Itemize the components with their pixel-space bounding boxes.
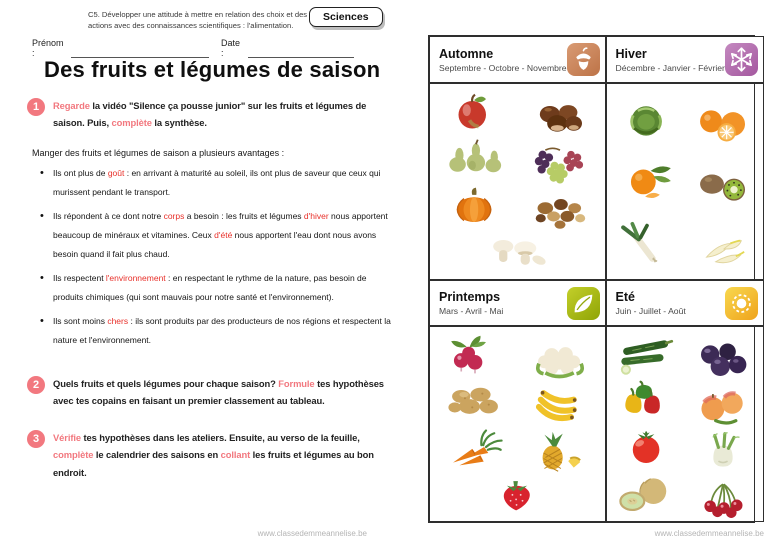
- grapes-image: [525, 141, 595, 185]
- date-label: Date :: [221, 38, 241, 58]
- task-3-text: [53, 429, 389, 481]
- text-run: la vidéo "Silence ça pousse junior" sur les fruits et légumes de saison. Puis,: [53, 100, 367, 129]
- plums-image: [688, 338, 758, 382]
- task-1: [27, 97, 389, 132]
- strawberry-image: [482, 471, 552, 515]
- text-run: collant: [220, 449, 251, 461]
- zucchini-image: [612, 333, 682, 377]
- mushrooms-image: [482, 229, 552, 273]
- text-run: les fruits et légumes au bon endroit.: [53, 449, 374, 478]
- produce-grid-eté: [606, 326, 764, 522]
- snowflake-icon: [725, 43, 758, 76]
- tomato-image: [612, 425, 682, 469]
- advantage-bullet: [40, 312, 394, 350]
- chestnuts-image: [525, 95, 595, 139]
- text-run: la synthèse.: [151, 117, 207, 129]
- text-run: nous apportent l'eau dont nous avons besoin quand il fait plus chaud.: [53, 230, 377, 259]
- bell-peppers-image: [612, 379, 682, 423]
- text-run: a besoin : les fruits et légumes: [184, 211, 304, 221]
- text-run: goût: [107, 168, 125, 178]
- advantages-intro: Manger des fruits et légumes de saison a plusieurs avantages :: [32, 148, 285, 158]
- season-months: Juin - Juillet - Août: [615, 306, 686, 316]
- text-run: complète: [53, 449, 94, 461]
- season-header-printemps: [429, 280, 606, 326]
- text-run: nous apportent beaucoup de minéraux et vitamines. Ceux: [53, 211, 388, 240]
- radishes-image: [440, 333, 510, 377]
- text-run: Formule: [278, 378, 315, 389]
- text-run: Regarde: [53, 100, 90, 111]
- nuts-image: [525, 188, 595, 232]
- advantages-list: [40, 164, 394, 355]
- cabbage-image: [612, 98, 682, 142]
- cauliflower-image: [525, 338, 595, 382]
- apple-image: [440, 90, 510, 134]
- task-2: [27, 375, 389, 410]
- text-run: corps: [163, 211, 185, 221]
- produce-grid-printemps: [429, 326, 606, 522]
- acorn-icon: [567, 43, 600, 76]
- potatoes-image: [440, 379, 510, 423]
- name-date-row: [32, 38, 354, 58]
- text-run: Ils répondent à ce dont notre: [53, 211, 164, 221]
- melon-image: [612, 471, 682, 515]
- text-run: d'hiver: [303, 211, 329, 221]
- endive-image: [688, 226, 758, 270]
- task-3: [27, 429, 389, 481]
- advantage-bullet: [40, 164, 394, 202]
- text-run: : en arrivant à maturité au soleil, ils ont plus de saveur que ceux qui murissent pendant le transport.: [53, 168, 381, 197]
- pears-image: [440, 136, 510, 180]
- text-run: d'été: [214, 230, 233, 240]
- bananas-image: [525, 384, 595, 428]
- advantage-bullet: [40, 269, 394, 307]
- text-run: chers: [107, 316, 129, 326]
- seasons-table: [428, 35, 755, 523]
- text-run: l'environnement: [105, 273, 166, 283]
- task-2-number: 2: [27, 376, 45, 394]
- sun-icon: [725, 287, 758, 320]
- text-run: : ils sont produits par des producteurs de nos régions et respectent la nature et l'environnement.: [53, 316, 391, 345]
- text-run: Ils respectent: [53, 273, 106, 283]
- season-header-eté: [606, 280, 764, 326]
- season-name: Printemps: [439, 290, 501, 304]
- footer-url-left: www.classedemmeannelise.be: [257, 529, 367, 538]
- season-name: Eté: [615, 290, 635, 304]
- text-run: complète: [111, 117, 152, 129]
- text-run: : en respectant le rythme de la nature, pas besoin de produits chimiques (qui sont mauvais pour notre santé et l'environnement).: [53, 273, 367, 302]
- footer-url-right: www.classedemmeannelise.be: [654, 529, 764, 538]
- cherries-image: [688, 476, 758, 520]
- season-name: Hiver: [615, 46, 647, 61]
- text-run: le calendrier des saisons en: [93, 449, 221, 461]
- produce-grid-hiver: [606, 83, 764, 280]
- pineapple-image: [525, 430, 595, 474]
- task-1-text: [53, 97, 389, 132]
- season-months: Mars - Avril - Mai: [439, 306, 504, 316]
- page-title: Des fruits et légumes de saison: [44, 57, 381, 82]
- season-months: Décembre - Janvier - Février: [615, 62, 725, 73]
- name-label: Prénom :: [32, 38, 64, 58]
- season-header-automne: [429, 36, 606, 83]
- carrots-image: [440, 425, 510, 469]
- text-run: tes hypothèses dans les ateliers. Ensuite, au verso de la feuille,: [80, 432, 360, 443]
- task-3-number: 3: [27, 430, 45, 448]
- peaches-image: [688, 384, 758, 428]
- season-months: Septembre - Octobre - Novembre: [439, 62, 567, 73]
- oranges-image: [688, 103, 758, 147]
- text-run: Ils ont plus de: [53, 168, 108, 178]
- fennel-image: [688, 430, 758, 474]
- season-name: Automne: [439, 46, 494, 61]
- produce-grid-automne: [429, 83, 606, 280]
- text-run: tes hypothèses avec tes copains en faisant un premier classement au tableau.: [53, 378, 384, 407]
- season-header-hiver: [606, 36, 764, 83]
- leek-image: [612, 221, 682, 265]
- advantage-bullet: [40, 207, 394, 264]
- kiwi-image: [688, 164, 758, 208]
- text-run: Ils sont moins: [53, 316, 108, 326]
- clementine-image: [612, 159, 682, 203]
- subject-badge: Sciences: [309, 7, 383, 27]
- competency-text: C5. Développer une attitude à mettre en relation des choix et des actions avec des connaissances scientifiques : l'alimentation.: [88, 10, 308, 30]
- task-2-text: [53, 375, 389, 410]
- leaf-icon: [567, 287, 600, 320]
- text-run: Vérifie: [53, 432, 81, 443]
- pumpkin-image: [440, 183, 510, 227]
- task-1-number: 1: [27, 98, 45, 116]
- text-run: Quels fruits et quels légumes pour chaque saison?: [53, 378, 279, 389]
